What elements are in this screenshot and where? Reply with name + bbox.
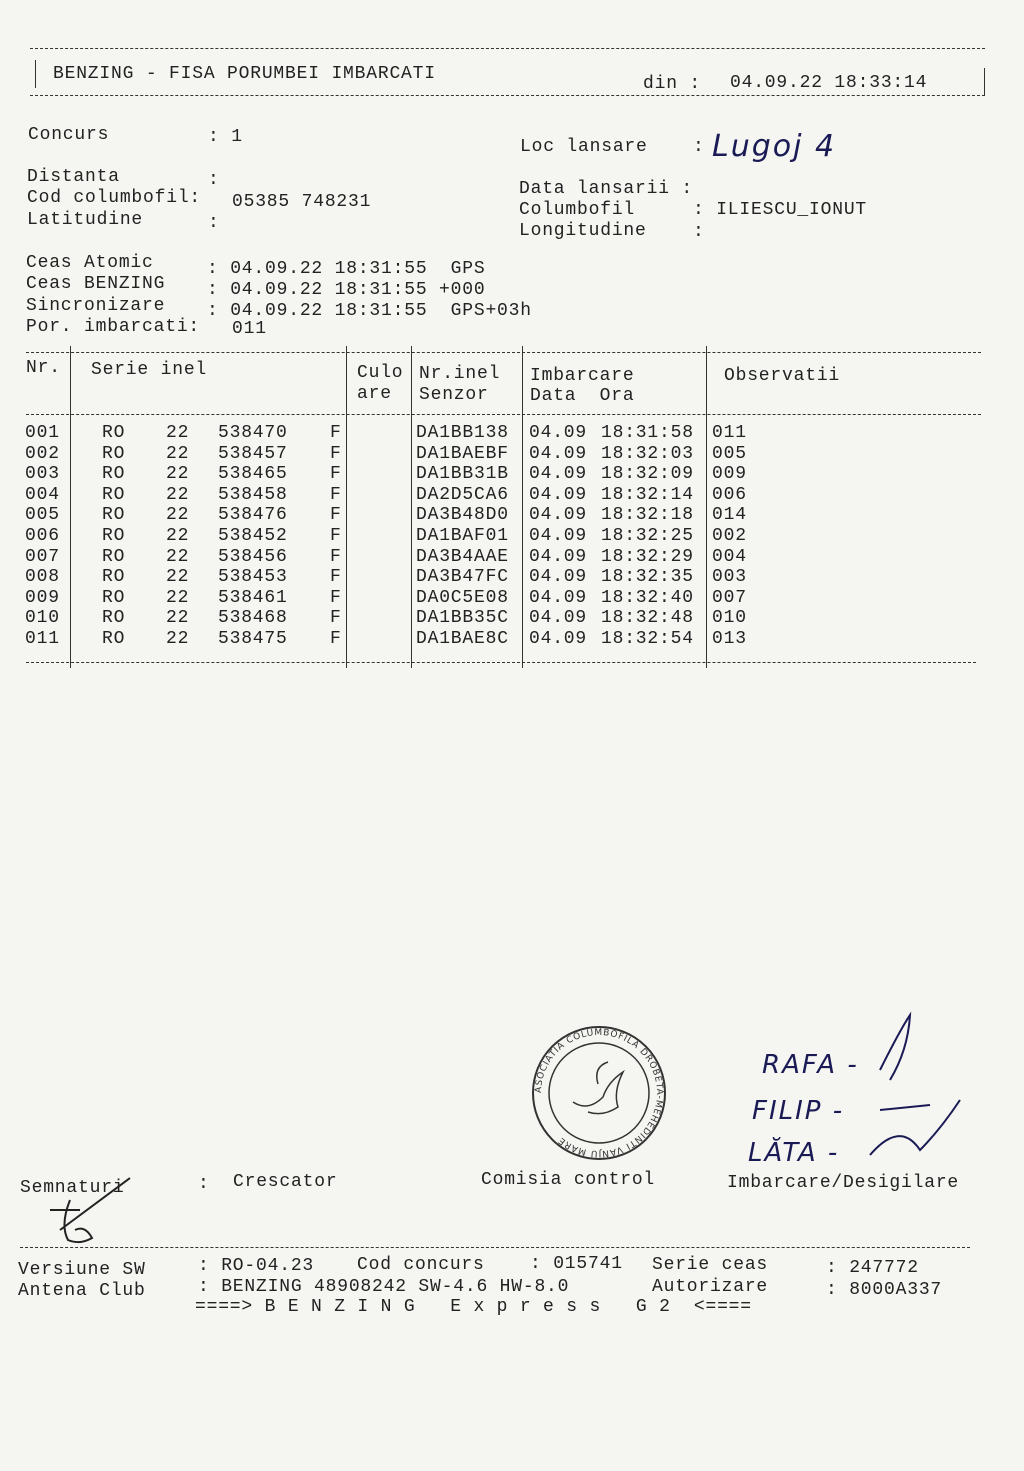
cell-sex: F [330, 505, 342, 526]
loc-lansare-label: Loc lansare [520, 137, 648, 157]
loc-lansare-handwritten: Lugoj 4 [712, 129, 837, 164]
din-label: din : [643, 74, 702, 94]
ceas-atomic-label: Ceas Atomic [26, 253, 154, 273]
table-bottom-rule [26, 662, 976, 663]
porumbei-imbarcati-value: 011 [232, 319, 267, 339]
cell-country: RO [102, 567, 126, 588]
table-row [0, 444, 1024, 464]
cell-year: 22 [166, 464, 190, 485]
columbofil-value: : ILIESCU_IONUT [693, 200, 868, 220]
latitudine-value: : [208, 213, 220, 233]
cell-observatii: 013 [712, 629, 747, 649]
cell-sensor: DA1BB31B [416, 464, 509, 485]
cell-year: 22 [166, 587, 190, 608]
cell-ring-number: 538457 [218, 443, 288, 464]
cell-country: RO [102, 464, 126, 485]
cod-concurs-value: : 015741 [530, 1254, 623, 1274]
header-culoare-1: Culo [357, 363, 404, 383]
cell-observatii: 005 [712, 443, 747, 464]
serie-ceas-label: Serie ceas [652, 1255, 769, 1275]
header-serie-inel: Serie inel [91, 360, 208, 380]
cell-year: 22 [166, 423, 190, 443]
cell-date: 04.09 [529, 464, 588, 485]
versiune-sw-label: Versiune SW [18, 1260, 146, 1280]
header-right-border [984, 68, 985, 96]
porumbei-imbarcati-label: Por. imbarcati: [26, 317, 201, 337]
cell-sex: F [330, 484, 342, 505]
cell-sex: F [330, 526, 342, 546]
cell-ring-number: 538475 [218, 629, 288, 649]
header-culoare-2: are [357, 384, 392, 404]
breeder-signature [20, 1170, 160, 1250]
cell-year: 22 [166, 629, 190, 649]
data-lansarii-label: Data lansarii : [519, 179, 694, 199]
cod-columbofil-label: Cod columbofil: [27, 188, 202, 208]
cell-ring-number: 538453 [218, 567, 288, 588]
table-row [0, 423, 1024, 443]
cell-ring-number: 538452 [218, 526, 288, 546]
cell-sensor: DA1BB35C [416, 608, 509, 629]
cell-nr: 003 [25, 464, 60, 485]
cell-sex: F [330, 423, 342, 443]
ceas-atomic-value: : 04.09.22 18:31:55 GPS [207, 259, 486, 279]
cell-year: 22 [166, 484, 190, 505]
cell-time: 18:31:58 [601, 423, 694, 443]
cell-sensor: DA3B48D0 [416, 505, 509, 526]
header-observatii: Observatii [724, 366, 841, 386]
longitudine-label: Longitudine [519, 221, 647, 241]
cell-date: 04.09 [529, 526, 588, 546]
table-row [0, 485, 1024, 505]
cell-nr: 005 [25, 505, 60, 526]
header-senzor: Senzor [419, 385, 489, 405]
cell-time: 18:32:25 [601, 526, 694, 546]
signature-filip: FILIP - [752, 1096, 845, 1126]
cell-time: 18:32:29 [601, 546, 694, 567]
signature-rafa: RAFA - [762, 1050, 859, 1080]
header-bottom-rule [30, 95, 985, 96]
signature-lata: LĂTA - [748, 1138, 840, 1168]
cell-nr: 007 [25, 546, 60, 567]
cell-sensor: DA2D5CA6 [416, 484, 509, 505]
cell-country: RO [102, 526, 126, 546]
cell-year: 22 [166, 546, 190, 567]
imbarcare-desigilare-label: Imbarcare/Desigilare [727, 1173, 960, 1193]
distanta-label: Distanta [27, 167, 120, 187]
benzing-banner: ====> B E N Z I N G E x p r e s s G 2 <==== [195, 1297, 752, 1317]
cell-ring-number: 538458 [218, 484, 288, 505]
cell-year: 22 [166, 526, 190, 546]
cell-date: 04.09 [529, 423, 588, 443]
club-stamp [528, 1022, 670, 1164]
stamp-text: ASOCIATIA COLUMBOFILA DROBETA-MEHEDINTI VANJU MARE [533, 1027, 665, 1159]
cell-sensor: DA1BB138 [416, 423, 509, 443]
cell-sex: F [330, 443, 342, 464]
cell-country: RO [102, 484, 126, 505]
ceas-benzing-value: : 04.09.22 18:31:55 +000 [207, 280, 486, 300]
cell-ring-number: 538470 [218, 423, 288, 443]
header-top-rule [30, 48, 985, 49]
table-row [0, 608, 1024, 628]
document-title: BENZING - FISA PORUMBEI IMBARCATI [53, 64, 436, 84]
cell-nr: 006 [25, 526, 60, 546]
cell-country: RO [102, 546, 126, 567]
cell-observatii: 011 [712, 423, 747, 443]
sincronizare-value: : 04.09.22 18:31:55 GPS+03h [207, 301, 532, 321]
cell-country: RO [102, 505, 126, 526]
cell-sensor: DA1BAEBF [416, 443, 509, 464]
cell-time: 18:32:14 [601, 484, 694, 505]
cell-nr: 004 [25, 484, 60, 505]
versiune-sw-value: : RO-04.23 [198, 1256, 315, 1276]
cell-observatii: 006 [712, 484, 747, 505]
cell-sensor: DA1BAF01 [416, 526, 509, 546]
cell-sensor: DA3B47FC [416, 567, 509, 588]
cell-time: 18:32:35 [601, 567, 694, 588]
cell-year: 22 [166, 505, 190, 526]
concurs-label: Concurs [28, 125, 110, 145]
header-imbarcare: Imbarcare [530, 366, 635, 386]
comisia-control-label: Comisia control [481, 1170, 656, 1190]
cell-country: RO [102, 608, 126, 629]
cod-concurs-label: Cod concurs [357, 1255, 485, 1275]
table-row [0, 526, 1024, 546]
cell-date: 04.09 [529, 484, 588, 505]
cell-ring-number: 538465 [218, 464, 288, 485]
cell-date: 04.09 [529, 505, 588, 526]
table-row [0, 464, 1024, 484]
cell-time: 18:32:18 [601, 505, 694, 526]
handwritten-initials [860, 1010, 980, 1175]
cell-date: 04.09 [529, 443, 588, 464]
latitudine-label: Latitudine [27, 210, 144, 230]
antena-club-value: : BENZING 48908242 SW-4.6 HW-8.0 [198, 1277, 570, 1297]
semnaturi-colon: : [198, 1174, 210, 1194]
cell-observatii: 007 [712, 587, 747, 608]
cell-country: RO [102, 587, 126, 608]
autorizare-label: Autorizare [652, 1277, 769, 1297]
antena-club-label: Antena Club [18, 1281, 146, 1301]
header-nr: Nr. [26, 358, 61, 378]
cell-ring-number: 538468 [218, 608, 288, 629]
concurs-value: : 1 [208, 127, 243, 147]
table-header-rule [26, 414, 981, 415]
cell-nr: 011 [25, 629, 60, 649]
table-row [0, 547, 1024, 567]
cell-date: 04.09 [529, 608, 588, 629]
distanta-value: : [208, 170, 220, 190]
autorizare-value: : 8000A337 [826, 1280, 943, 1300]
header-nr-inel: Nr.inel [419, 364, 501, 384]
cell-sensor: DA1BAE8C [416, 629, 509, 649]
cell-sex: F [330, 567, 342, 588]
serie-ceas-value: : 247772 [826, 1258, 919, 1278]
cell-nr: 010 [25, 608, 60, 629]
cell-nr: 008 [25, 567, 60, 588]
table-row [0, 505, 1024, 525]
cell-sensor: DA3B4AAE [416, 546, 509, 567]
cell-nr: 009 [25, 587, 60, 608]
cell-time: 18:32:03 [601, 443, 694, 464]
cell-date: 04.09 [529, 567, 588, 588]
longitudine-value: : [693, 222, 705, 242]
cell-sensor: DA0C5E08 [416, 587, 509, 608]
cell-observatii: 004 [712, 546, 747, 567]
cell-time: 18:32:54 [601, 629, 694, 649]
cell-nr: 002 [25, 443, 60, 464]
table-row [0, 629, 1024, 649]
loc-lansare-colon: : [693, 137, 705, 157]
header-left-border [35, 60, 36, 88]
cell-observatii: 010 [712, 608, 747, 629]
crescator-label: Crescator [233, 1172, 338, 1192]
cell-date: 04.09 [529, 546, 588, 567]
cell-sex: F [330, 608, 342, 629]
cell-observatii: 003 [712, 567, 747, 588]
cell-ring-number: 538461 [218, 587, 288, 608]
cell-sex: F [330, 587, 342, 608]
semnaturi-label: Semnaturi [20, 1178, 125, 1198]
cell-nr: 001 [25, 423, 60, 443]
cell-date: 04.09 [529, 629, 588, 649]
cell-ring-number: 538456 [218, 546, 288, 567]
cell-observatii: 014 [712, 505, 747, 526]
table-top-rule [26, 352, 981, 353]
cell-time: 18:32:40 [601, 587, 694, 608]
cell-year: 22 [166, 443, 190, 464]
cell-sex: F [330, 629, 342, 649]
footer-rule [20, 1247, 970, 1248]
cell-date: 04.09 [529, 587, 588, 608]
table-row [0, 567, 1024, 587]
sincronizare-label: Sincronizare [26, 296, 166, 316]
cell-country: RO [102, 629, 126, 649]
cell-year: 22 [166, 567, 190, 588]
cell-ring-number: 538476 [218, 505, 288, 526]
columbofil-label: Columbofil [519, 200, 636, 220]
cell-observatii: 009 [712, 464, 747, 485]
svg-text:ASOCIATIA COLUMBOFILA DROBETA- [534, 1028, 664, 1158]
cell-country: RO [102, 443, 126, 464]
ceas-benzing-label: Ceas BENZING [26, 274, 166, 294]
cell-year: 22 [166, 608, 190, 629]
cell-sex: F [330, 546, 342, 567]
cell-time: 18:32:09 [601, 464, 694, 485]
header-data-ora: Data Ora [530, 386, 635, 406]
cell-time: 18:32:48 [601, 608, 694, 629]
cell-sex: F [330, 464, 342, 485]
cod-columbofil-value: 05385 748231 [232, 192, 372, 212]
cell-country: RO [102, 423, 126, 443]
din-value: 04.09.22 18:33:14 [730, 73, 928, 93]
table-row [0, 588, 1024, 608]
cell-observatii: 002 [712, 526, 747, 546]
